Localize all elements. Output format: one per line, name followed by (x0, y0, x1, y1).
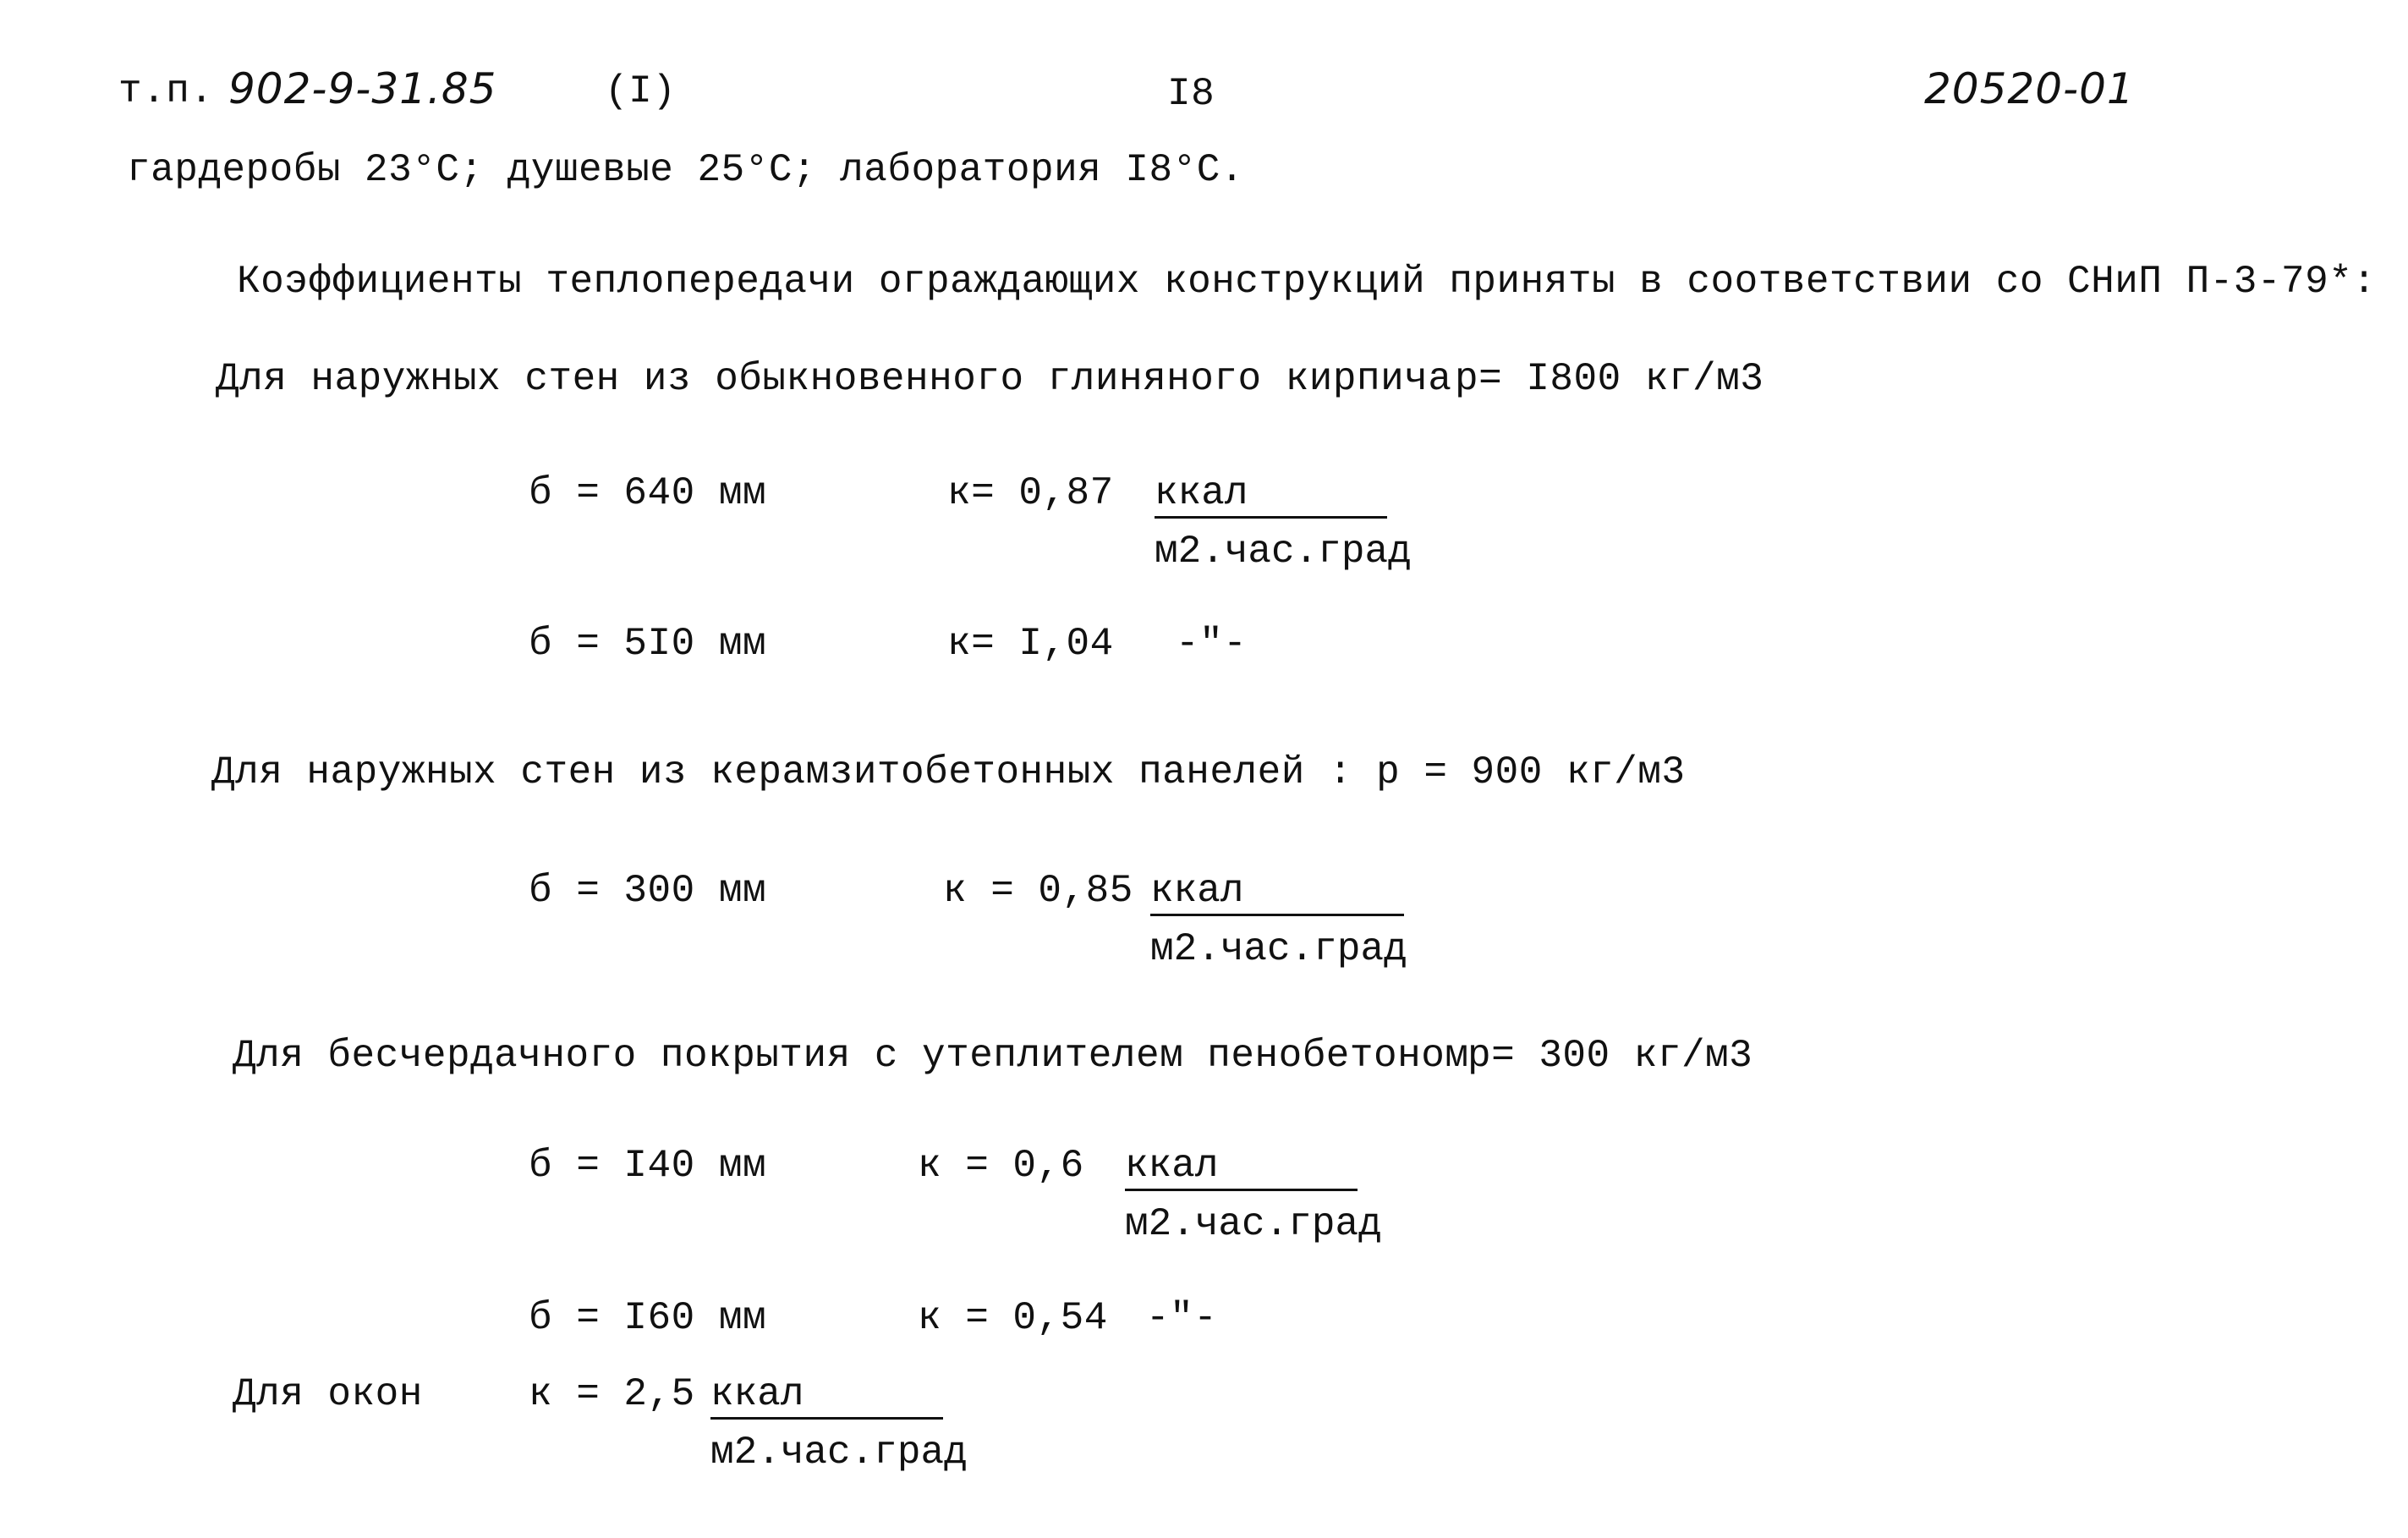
unit-numerator: ккал (1150, 871, 1404, 916)
roof-row-2-thickness: б = I60 мм (529, 1296, 767, 1340)
document-number: 20520-01 (1924, 64, 2135, 113)
windows-label: Для окон (233, 1372, 423, 1416)
brick-row-2-thickness: б = 5I0 мм (529, 622, 767, 666)
unit-denominator: м2.час.град (710, 1431, 968, 1475)
roof-row-1-thickness: б = I40 мм (529, 1144, 767, 1188)
panel-walls-title: Для наружных стен из керамзитобетонных панелей : р = 900 кг/м3 (211, 750, 1686, 794)
sheet-mark: (I) (605, 69, 677, 113)
panel-row-1-thickness: б = 300 мм (529, 869, 767, 913)
page-number: I8 (1167, 72, 1215, 116)
panel-row-1-k: к = 0,85 (943, 869, 1133, 913)
intro-text: Коэффициенты теплопередачи ограждающих конструкций приняты в соответствии со СНиП П-3-79*: (237, 260, 2377, 304)
roof-row-2-ditto: -"- (1146, 1296, 1218, 1340)
roof-row-2-k: к = 0,54 (918, 1296, 1108, 1340)
brick-row-1-k: к= 0,87 (947, 471, 1114, 515)
roof-row-1-k: к = 0,6 (918, 1144, 1084, 1188)
unit-denominator: м2.час.град (1125, 1202, 1382, 1246)
unit-denominator: м2.час.град (1155, 530, 1412, 574)
tp-prefix: т.п. (118, 69, 214, 113)
brick-row-2-k: к= I,04 (947, 622, 1114, 666)
windows-unit (710, 1372, 968, 1475)
panel-row-1-unit (1150, 871, 1407, 969)
roof-row-1-unit (1125, 1146, 1382, 1244)
unit-numerator: ккал (710, 1375, 943, 1420)
brick-walls-title: Для наружных стен из обыкновенного глиняного кирпича (216, 357, 1452, 401)
brick-row-2-ditto: -"- (1176, 622, 1248, 666)
roof-density: р= 300 кг/м3 (1467, 1034, 1753, 1078)
brick-walls-density: р= I800 кг/м3 (1455, 357, 1764, 401)
project-code: 902-9-31.85 (228, 64, 497, 113)
unit-denominator: м2.час.град (1150, 927, 1407, 971)
roof-title: Для бесчердачного покрытия с утеплителем пенобетоном (233, 1034, 1469, 1078)
temperature-line: гардеробы 23°С; душевые 25°С; лаборатория I8°С. (127, 148, 1244, 192)
brick-row-1-unit (1155, 471, 1412, 574)
unit-numerator: ккал (1155, 474, 1387, 519)
brick-row-1-thickness: б = 640 мм (529, 471, 767, 515)
windows-k: к = 2,5 (529, 1372, 695, 1416)
unit-numerator: ккал (1125, 1146, 1358, 1191)
